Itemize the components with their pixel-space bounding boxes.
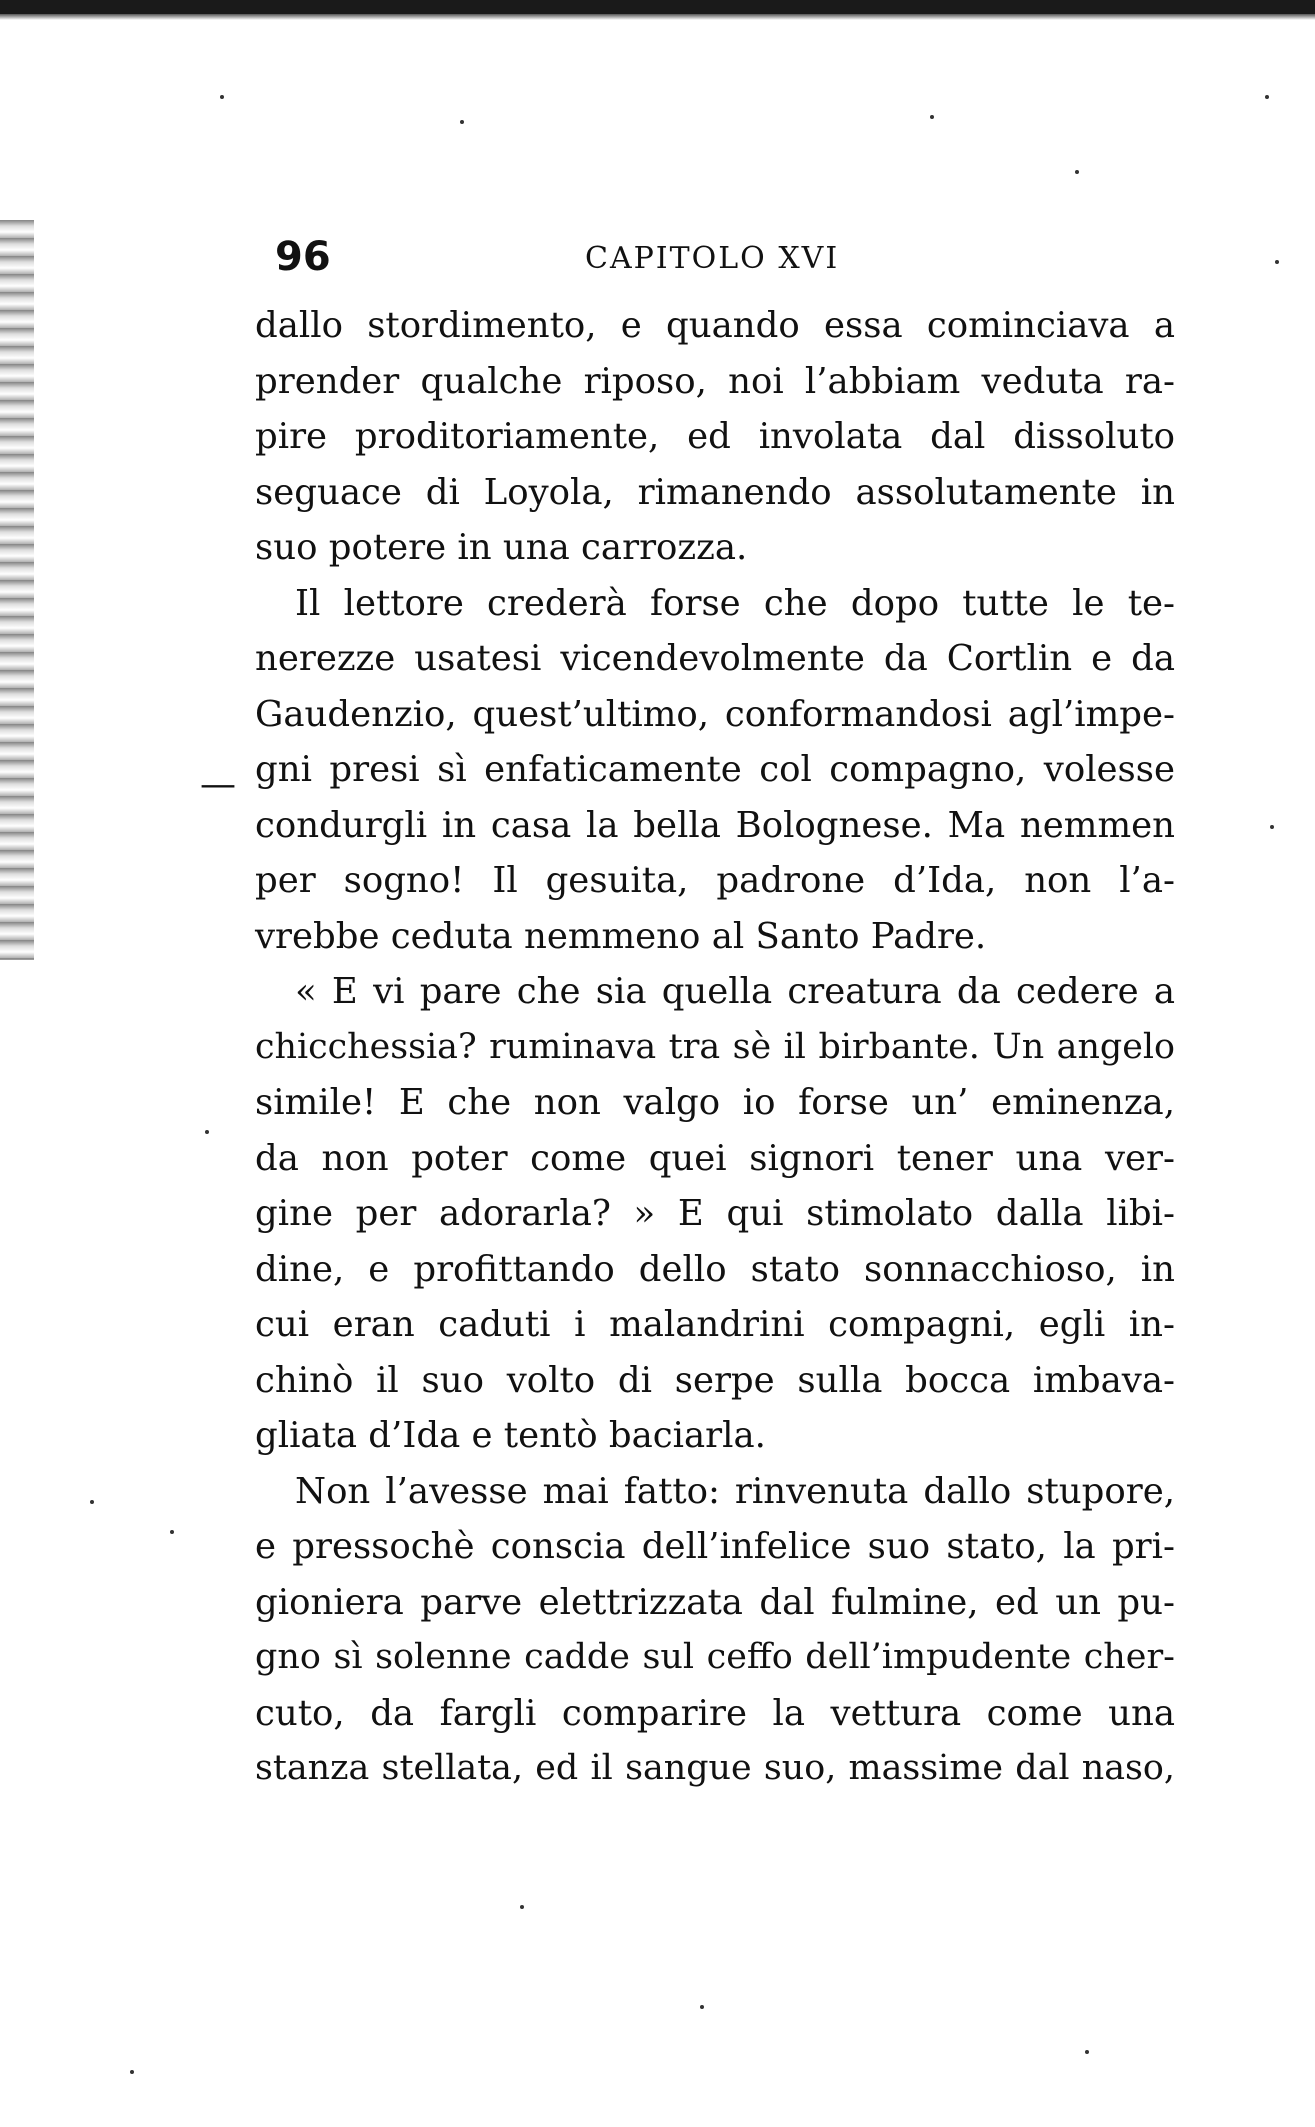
text-line: simile! E che non valgo io forse un’ eminenza, [255,1082,1175,1123]
text-line: gni presi sì enfaticamente col compagno, volesse [255,749,1175,790]
text-line: condurgli in casa la bella Bolognese. Ma nemmen [255,804,1175,846]
text-line: Non l’avesse mai fatto: rinvenuta dallo stupore, [295,1470,1175,1512]
page-top-border [0,0,1315,14]
text-line: nerezze usatesi vicendevolmente da Cortlin e da [255,638,1175,679]
scan-speck [1275,260,1279,264]
text-line: suo potere in una carrozza. [255,527,748,568]
scan-speck [930,115,934,119]
scan-speck [90,1500,94,1504]
text-line: chicchessia? ruminava tra sè il birbante. Un angelo [255,1026,1175,1067]
scan-speck [1265,95,1269,99]
scan-speck [220,95,224,99]
text-line: cuto, da fargli comparire la vettura come una [255,1692,1175,1734]
text-line: da non poter come quei signori tener una ver- [255,1137,1175,1179]
scan-binding-shadow [0,220,34,960]
body-text [255,298,1175,1797]
page-header [255,232,1175,282]
text-line: pire proditoriamente, ed involata dal dissoluto [255,416,1175,457]
margin-mark: — [200,764,236,805]
text-line: gine per adorarla? » E qui stimolato dalla libi- [255,1193,1175,1234]
text-line: Il lettore crederà forse che dopo tutte le te- [295,582,1175,624]
scan-speck [460,120,464,124]
text-line: gliata d’Ida e tentò baciarla. [255,1415,766,1456]
text-line: chinò il suo volto di serpe sulla bocca imbava- [255,1359,1175,1401]
scan-speck [1075,170,1079,174]
text-line: per sogno! Il gesuita, padrone d’Ida, non l’a- [255,860,1175,901]
text-line: cui eran caduti i malandrini compagni, egli in- [255,1304,1175,1345]
scan-speck [700,2005,704,2009]
page-top-border-shadow [0,14,1315,20]
text-line: Gaudenzio, quest’ultimo, conformandosi agl’impe- [255,693,1175,735]
running-head: CAPITOLO XVI [585,241,840,276]
text-line: stanza stellata, ed il sangue suo, massime dal naso, [255,1748,1175,1788]
scan-speck [205,1130,209,1134]
text-line: vrebbe ceduta nemmeno al Santo Padre. [255,915,987,957]
text-line: « E vi pare che sia quella creatura da cedere a [295,971,1175,1012]
page-number: 96 [275,234,331,280]
scan-speck [1085,2050,1089,2054]
text-line: seguace di Loyola, rimanendo assolutamente in [255,471,1175,513]
text-line: dine, e profittando dello stato sonnacchioso, in [255,1248,1175,1290]
text-line: e pressochè conscia dell’infelice suo stato, la pri- [255,1526,1175,1567]
scan-speck [130,2070,134,2074]
scan-speck [1270,825,1274,829]
text-line: prender qualche riposo, noi l’abbiam veduta ra- [255,360,1175,402]
scan-speck [520,1905,524,1909]
scan-speck [170,1530,174,1534]
text-line: gno sì solenne cadde sul ceffo dell’impudente cher- [255,1637,1175,1677]
text-line: dallo stordimento, e quando essa cominciava a [255,305,1175,346]
text-line: gioniera parve elettrizzata dal fulmine, ed un pu- [255,1581,1175,1623]
